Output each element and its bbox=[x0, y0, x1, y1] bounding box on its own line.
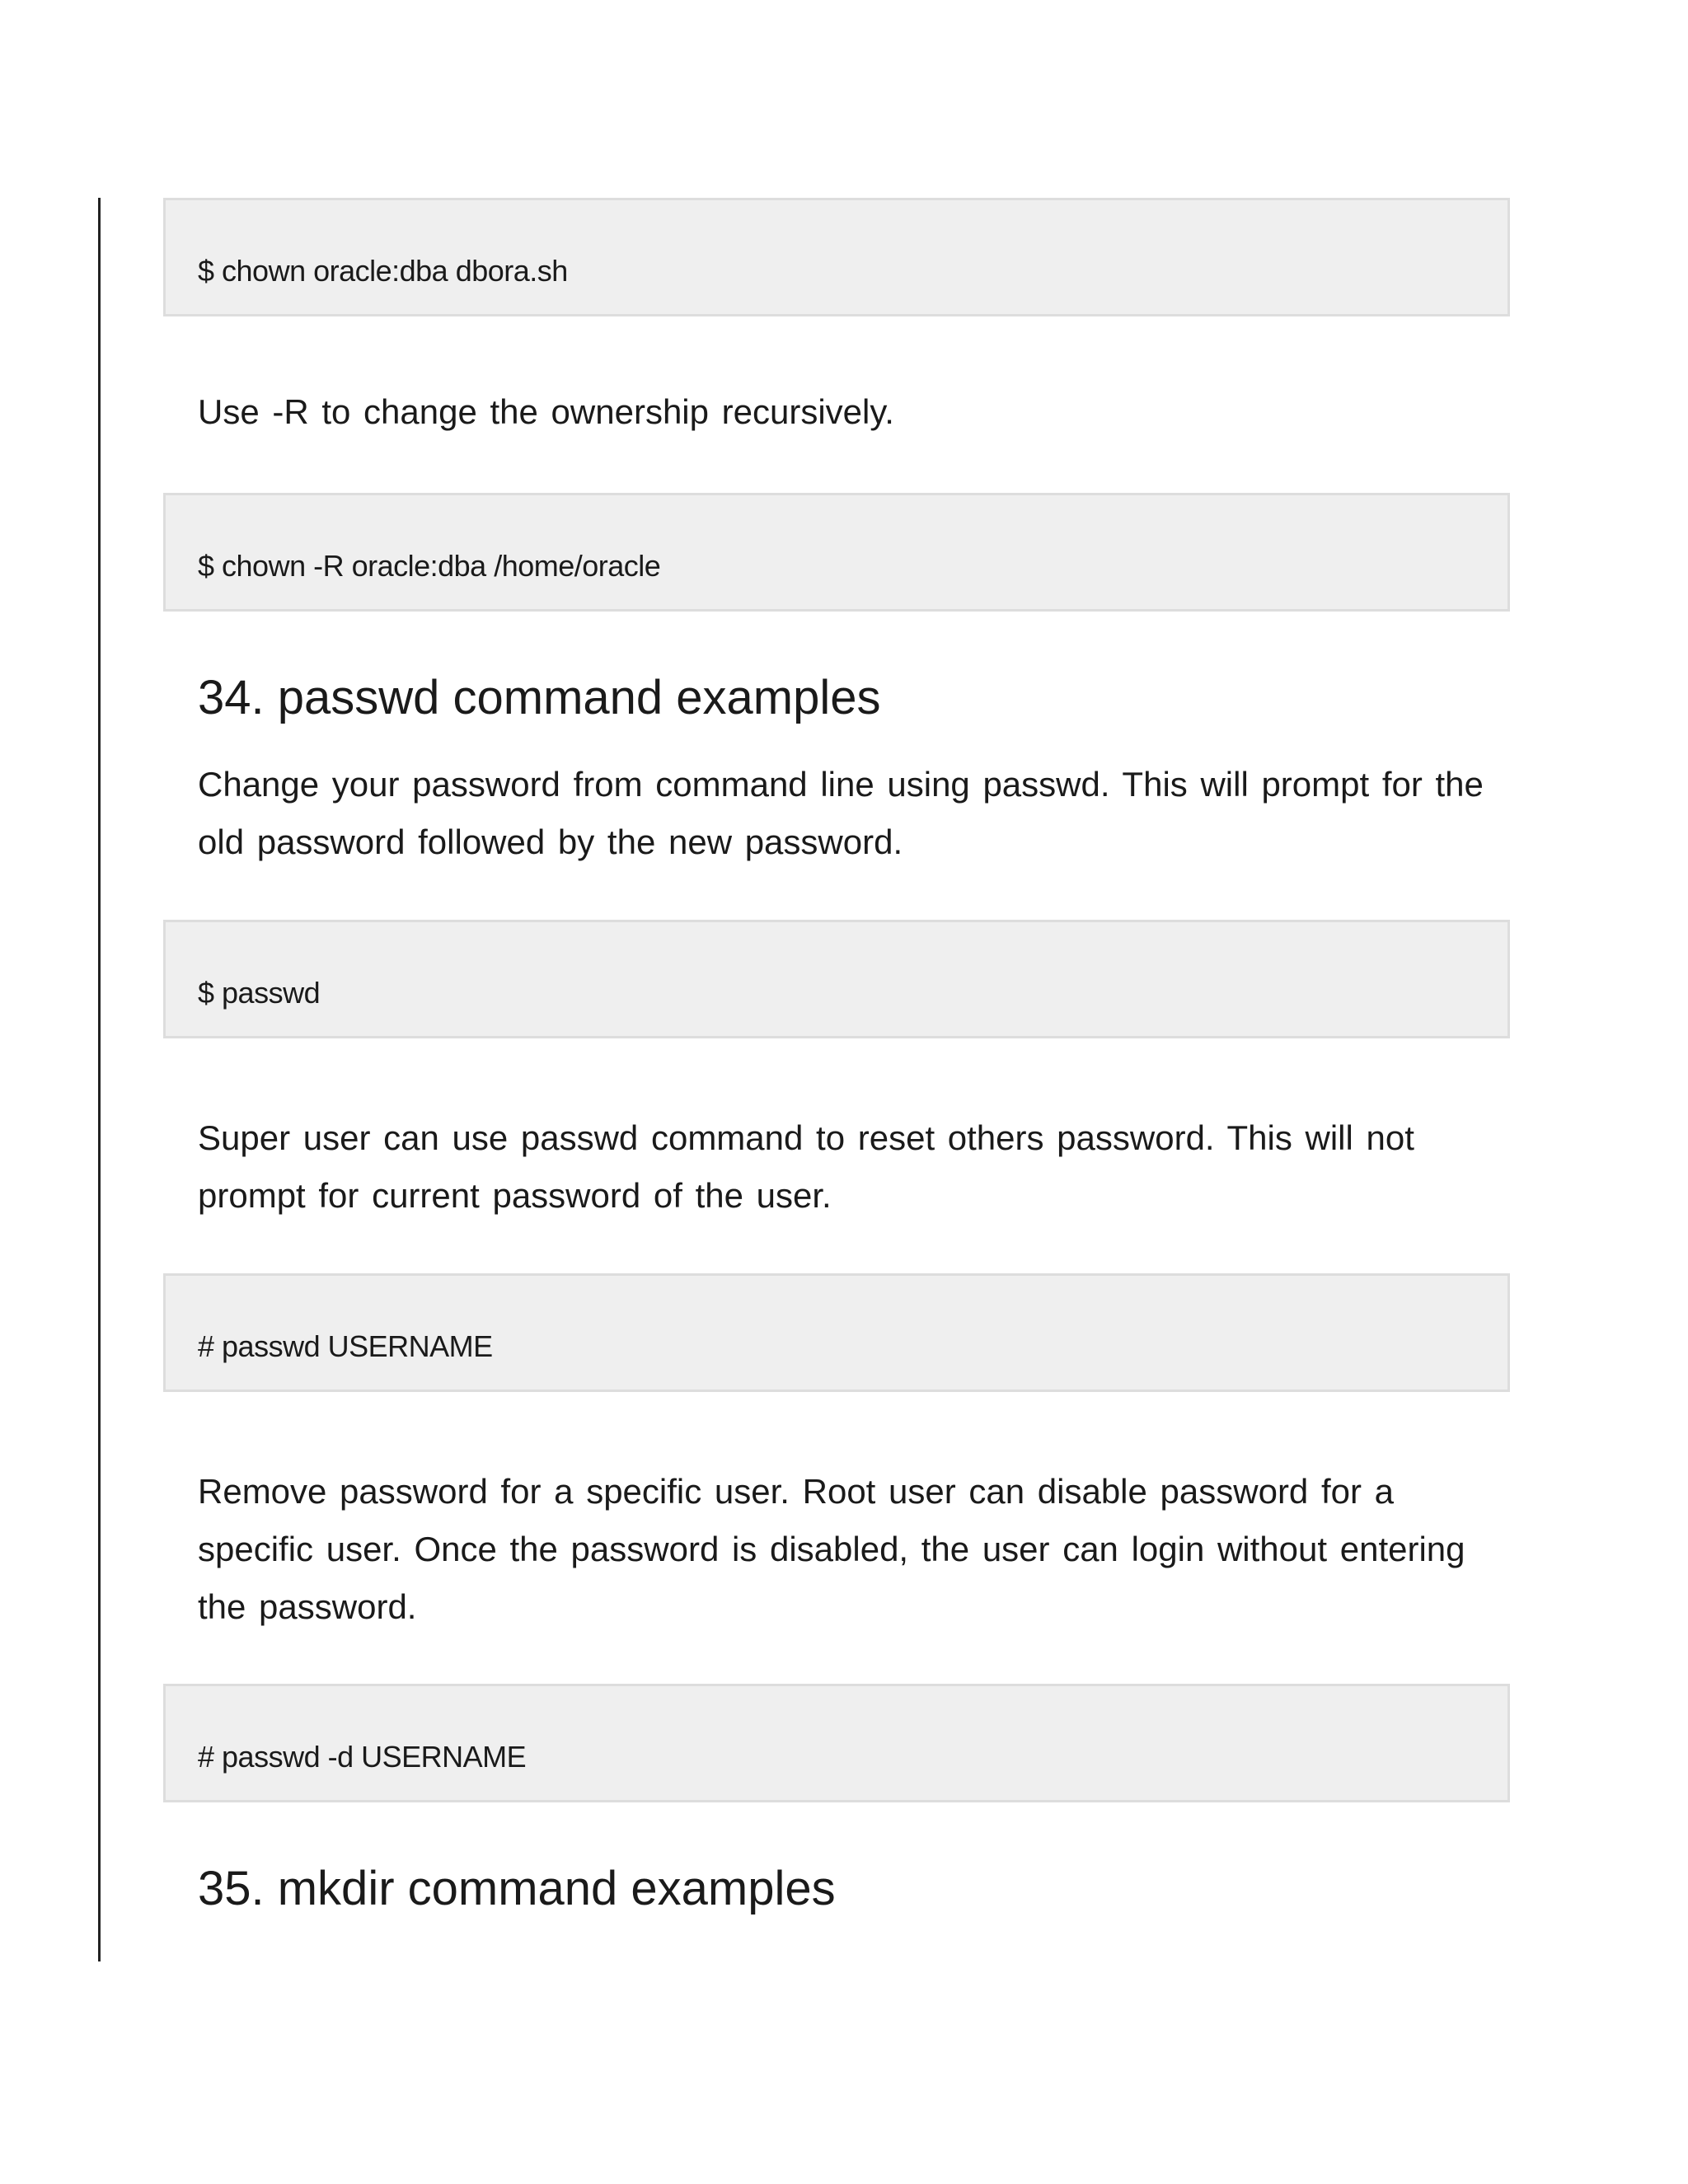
code-block-passwd bbox=[163, 920, 1510, 1038]
paragraph-passwd-remove: Remove password for a specific user. Root user can disable password for a specific user. Once the password is disabled, the user can login without entering the password. bbox=[198, 1472, 1465, 1626]
section-heading-passwd: 34. passwd command examples bbox=[198, 671, 881, 724]
code-passwd-delete: # passwd -d USERNAME bbox=[198, 1740, 527, 1774]
code-passwd-username: # passwd USERNAME bbox=[198, 1329, 493, 1363]
code-chown-recursive: $ chown -R oracle:dba /home/oracle bbox=[198, 549, 661, 583]
code-chown: $ chown oracle:dba dbora.sh bbox=[198, 254, 568, 288]
left-margin-rule bbox=[98, 198, 101, 1961]
paragraph-passwd-intro: Change your password from command line using passwd. This will prompt for the old password followed by the new password. bbox=[198, 765, 1484, 861]
paragraph-chown-recursive: Use -R to change the ownership recursively. bbox=[198, 392, 894, 431]
section-heading-mkdir: 35. mkdir command examples bbox=[198, 1862, 836, 1915]
code-passwd: $ passwd bbox=[198, 976, 321, 1010]
paragraph-passwd-superuser: Super user can use passwd command to reset others password. This will not prompt for current password of the user. bbox=[198, 1118, 1414, 1215]
